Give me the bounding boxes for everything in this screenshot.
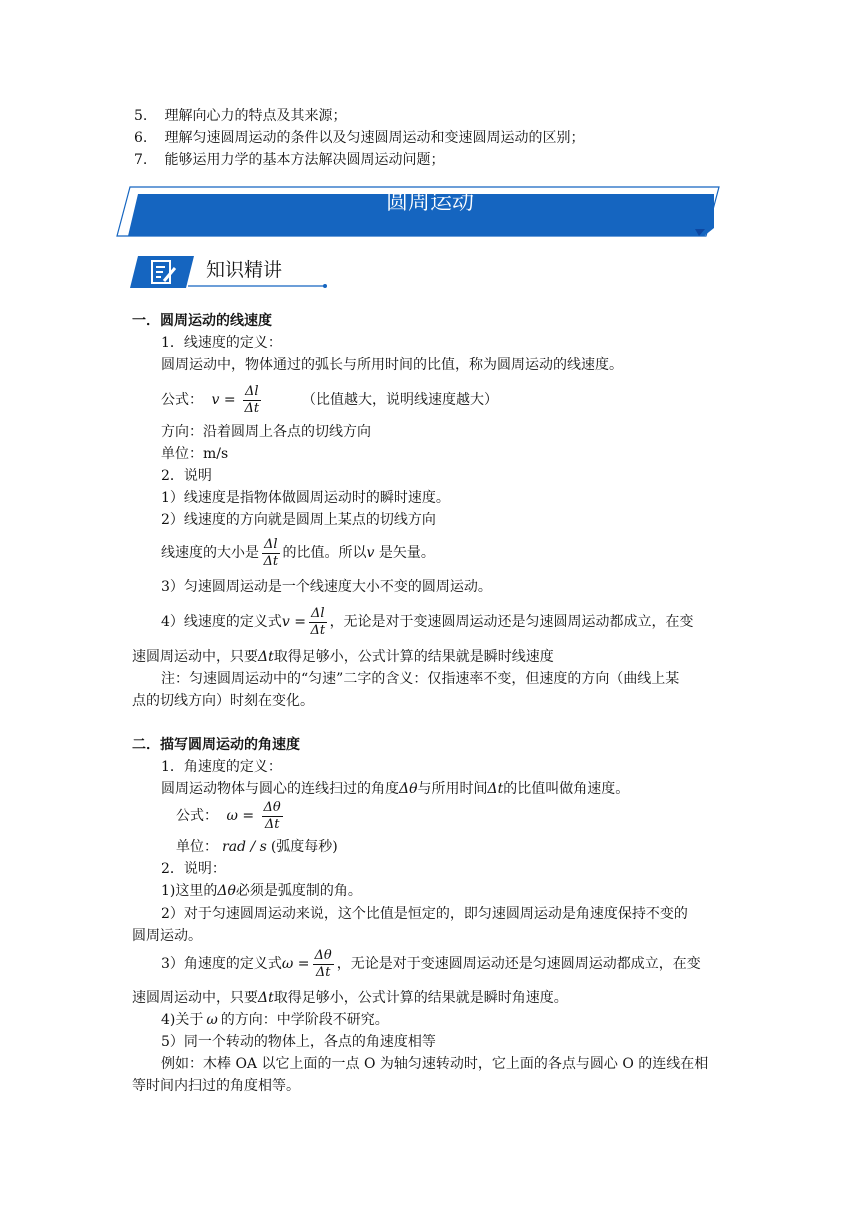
text: 1)这里的 [161, 883, 218, 899]
unit-value: rad / s [222, 839, 267, 855]
text: 与所用时间 [417, 781, 488, 797]
s1-note-line1: 注：匀速圆周运动中的“匀速”二字的含义：仅指速率不变，但速度的方向（曲线上某 [161, 671, 680, 687]
s1-p4b [132, 648, 554, 666]
symbol: Δt [258, 990, 274, 1006]
s1-p2: 2）线速度的方向就是圆周上某点的切线方向 [161, 512, 436, 528]
text: 线速度的大小是 [161, 545, 259, 561]
s2-p3b [132, 989, 568, 1007]
fraction [309, 606, 327, 639]
section-header-title: 知识精讲 [206, 259, 283, 281]
symbol: Δt [487, 781, 504, 797]
s2-sub1: 1．角速度的定义： [161, 759, 282, 775]
denominator: Δt [264, 816, 280, 832]
s2-example-line1: 例如：木棒 OA 以它上面的一点 O 为轴匀速转动时，它上面的各点与圆心 O 的连线在相 [161, 1056, 709, 1072]
s1-p3: 3）匀速圆周运动是一个线速度大小不变的圆周运动。 [161, 579, 492, 595]
denominator: Δt [263, 553, 279, 569]
formula-label: 公式： [176, 808, 218, 824]
text: 的比值。所以 [282, 545, 367, 561]
objective-number: 6. [134, 130, 148, 146]
text: 是矢量。 [374, 545, 435, 561]
s1-definition: 圆周运动中，物体通过的弧长与所用时间的比值，称为圆周运动的线速度。 [161, 357, 623, 373]
objective-text: 能够运用力学的基本方法解决圆周运动问题； [164, 152, 445, 168]
text: 4)关于 [161, 1012, 204, 1028]
numerator: Δl [245, 383, 259, 399]
numerator: Δθ [263, 799, 281, 815]
s1-note-line2: 点的切线方向）时刻在变化。 [132, 693, 314, 709]
s2-unit [176, 838, 338, 856]
s1-sub1: 1．线速度的定义： [161, 335, 282, 351]
formula-note: （比值越大，说明线速度越大） [302, 392, 498, 408]
objective-number: 5. [134, 108, 148, 124]
denominator: Δt [310, 622, 326, 638]
text: 速圆周运动中，只要 [132, 990, 258, 1006]
s1-p2b [161, 535, 435, 571]
denominator: Δt [244, 400, 260, 416]
formula-label: 公式： [161, 392, 203, 408]
s2-p1 [161, 882, 362, 900]
symbol: ω = [281, 956, 310, 972]
numerator: Δθ [314, 947, 332, 963]
s2-p5: 5）同一个转动的物体上，各点的角速度相等 [161, 1034, 436, 1050]
text: 3）角速度的定义式 [161, 956, 282, 972]
formula-lhs: v = [211, 392, 236, 408]
symbol: Δθ [399, 781, 418, 797]
s1-p4 [161, 604, 694, 640]
symbol: Δt [258, 649, 274, 665]
s2-p2b: 圆周运动。 [132, 928, 202, 944]
s2-p2: 2）对于匀速圆周运动来说，这个比值是恒定的，即匀速圆周运动是角速度保持不变的 [161, 906, 688, 922]
text: 取得足够小，公式计算的结果就是瞬时线速度 [273, 649, 554, 665]
objective-5 [134, 107, 346, 125]
objective-7 [134, 151, 444, 169]
s2-sub2: 2．说明： [161, 861, 226, 877]
objective-6 [134, 129, 584, 147]
numerator: Δl [264, 536, 278, 552]
formula-fraction [262, 800, 283, 833]
banner-title: 圆周运动 [385, 190, 474, 215]
fraction [262, 537, 280, 570]
text: ，无论是对于变速圆周运动还是匀速圆周运动都成立，在变 [329, 614, 694, 630]
formula-lhs: ω = [226, 808, 255, 824]
section-1-title: 一．圆周运动的线速度 [132, 313, 272, 329]
s2-definition [161, 780, 629, 798]
formula-fraction [243, 384, 261, 417]
text: 圆周运动物体与圆心的连线扫过的角度 [161, 781, 399, 797]
s2-formula [176, 798, 286, 834]
text: 速圆周运动中，只要 [132, 649, 258, 665]
s2-example-line2: 等时间内扫过的角度相等。 [132, 1078, 300, 1094]
symbol: Δθ [217, 883, 236, 899]
text: 的方向：中学阶段不研究。 [220, 1012, 389, 1028]
numerator: Δl [311, 605, 325, 621]
text: 4）线速度的定义式 [161, 614, 282, 630]
s1-p1: 1）线速度是指物体做圆周运动时的瞬时速度。 [161, 490, 450, 506]
s1-formula [161, 382, 498, 418]
s2-p3 [161, 946, 701, 982]
fraction [313, 948, 334, 981]
s1-sub2: 2．说明 [161, 468, 212, 484]
text: 取得足够小，公式计算的结果就是瞬时角速度。 [273, 990, 568, 1006]
s1-direction: 方向：沿着圆周上各点的切线方向 [161, 424, 371, 440]
text: ，无论是对于变速圆周运动还是匀速圆周运动都成立，在变 [336, 956, 701, 972]
symbol: ω [206, 1012, 218, 1028]
s2-p4 [161, 1011, 389, 1029]
objective-text: 理解向心力的特点及其来源； [164, 108, 347, 124]
objective-number: 7. [134, 152, 148, 168]
denominator: Δt [315, 964, 331, 980]
text: 的比值叫做角速度。 [503, 781, 630, 797]
section-2-title: 二．描写圆周运动的角速度 [132, 737, 300, 753]
symbol: v = [281, 614, 307, 630]
symbol-v: v [366, 545, 375, 561]
objective-text: 理解匀速圆周运动的条件以及匀速圆周运动和变速圆周运动的区别； [164, 130, 585, 146]
s1-unit: 单位：m/s [161, 446, 229, 462]
text: (弧度每秒) [270, 839, 338, 855]
text: 单位： [176, 839, 218, 855]
text: 必须是弧度制的角。 [235, 883, 362, 899]
